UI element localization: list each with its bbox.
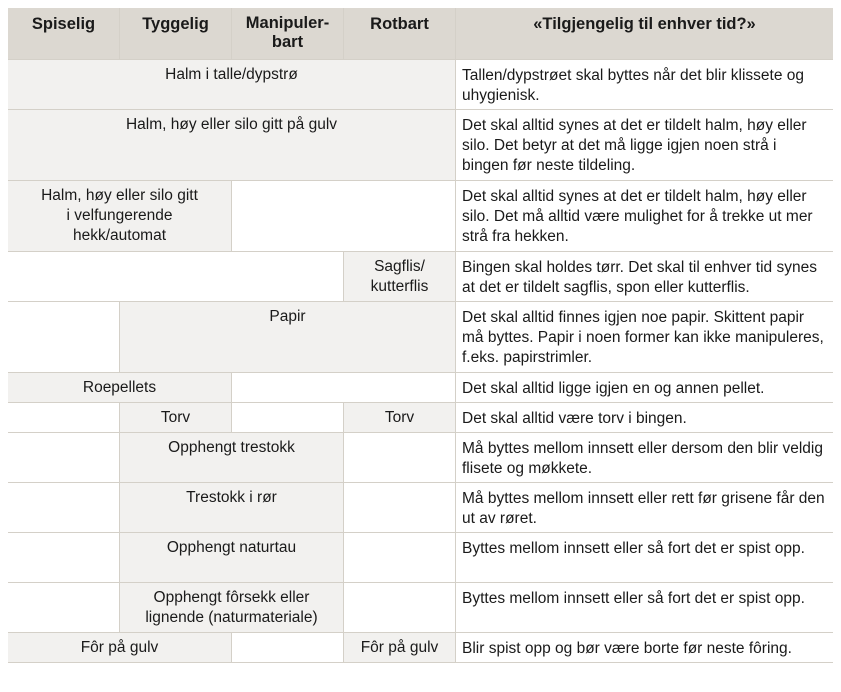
material-cell: Halm, høy eller silo gitt i velfungerende hekk/automat [8,181,232,252]
enrichment-table [8,8,833,668]
empty-cell [8,533,120,583]
material-cell: Roepellets [8,373,232,403]
empty-cell [8,252,344,302]
material-cell: Opphengt fôrsekk eller lignende (naturmateriale) [120,583,344,633]
empty-cell [232,633,344,663]
description-cell: Bingen skal holdes tørr. Det skal til enhver tid synes at det er tildelt sagflis, spon eller kutterflis. [456,252,833,302]
description-cell: Byttes mellom innsett eller så fort det er spist opp. [456,533,833,583]
description-cell: Det skal alltid synes at det er tildelt halm, høy eller silo. Det betyr at det må ligge igjen noen strå i bingen før neste tildeling. [456,110,833,181]
material-cell: Sagflis/ kutterflis [344,252,456,302]
empty-cell [344,533,456,583]
empty-cell [344,583,456,633]
material-cell: Papir [120,302,456,373]
empty-cell [8,433,120,483]
material-cell-rotbart: Torv [344,403,456,433]
material-cell: Halm, høy eller silo gitt på gulv [8,110,456,181]
material-cell: Trestokk i rør [120,483,344,533]
empty-cell [344,433,456,483]
empty-cell [232,403,344,433]
header-spiselig: Spiselig [8,8,120,60]
empty-cell [8,483,120,533]
material-cell: Fôr på gulv [8,633,232,663]
description-cell: Byttes mellom innsett eller så fort det er spist opp. [456,583,833,633]
empty-cell [232,373,456,403]
header-tyggelig: Tyggelig [120,8,232,60]
header-manipulerbart: Manipuler- bart [232,8,344,60]
material-cell: Torv [120,403,232,433]
empty-cell [8,302,120,373]
empty-cell [8,403,120,433]
material-cell-rotbart: Fôr på gulv [344,633,456,663]
material-cell: Halm i talle/dypstrø [8,60,456,110]
material-cell: Opphengt naturtau [120,533,344,583]
empty-cell [8,583,120,633]
description-cell: Det skal alltid være torv i bingen. [456,403,833,433]
description-cell: Tallen/dypstrøet skal byttes når det blir klissete og uhygienisk. [456,60,833,110]
description-cell: Må byttes mellom innsett eller dersom den blir veldig flisete og møkkete. [456,433,833,483]
empty-cell [232,181,456,252]
header-tilgjengelig: «Tilgjengelig til enhver tid?» [456,8,833,60]
description-cell: Blir spist opp og bør være borte før neste fôring. [456,633,833,663]
header-rotbart: Rotbart [344,8,456,60]
description-cell: Må byttes mellom innsett eller rett før grisene får den ut av røret. [456,483,833,533]
material-cell: Opphengt trestokk [120,433,344,483]
description-cell: Det skal alltid finnes igjen noe papir. Skittent papir må byttes. Papir i noen former kan ikke manipuleres, f.eks. papirstrimler. [456,302,833,373]
description-cell: Det skal alltid synes at det er tildelt halm, høy eller silo. Det må alltid være mulighet for å trekke ut mer strå fra hekken. [456,181,833,252]
empty-cell [344,483,456,533]
description-cell: Det skal alltid ligge igjen en og annen pellet. [456,373,833,403]
